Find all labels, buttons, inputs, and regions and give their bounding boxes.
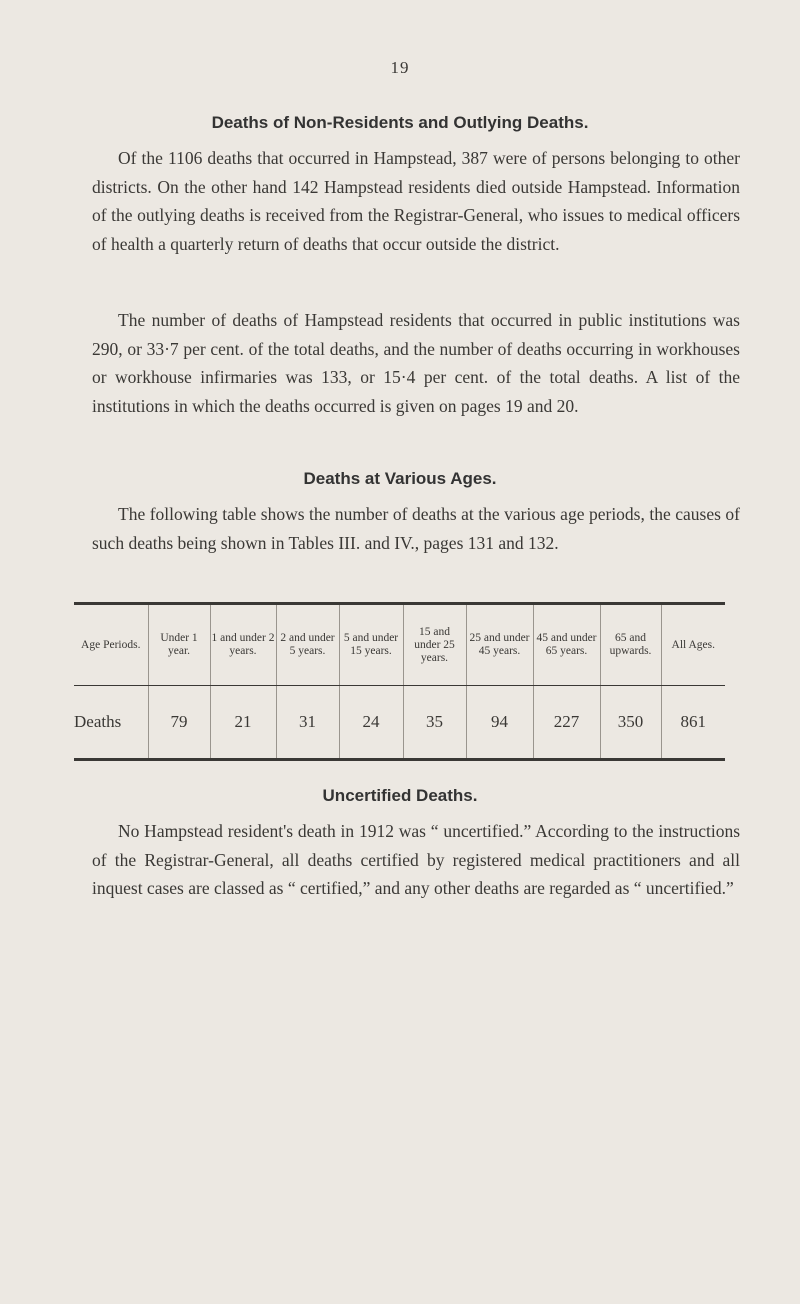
paragraph-public-institutions: The number of deaths of Hampstead residents that occurred in public institutions was 290, or 33·7 per cent. of the total deaths, and the number of deaths occurring in workhouses or workhouse infirmaries was 133, or 15·4 per cent. of the total deaths. A list of the institutions in which the deaths occurred is given on pages 19 and 20. xyxy=(92,310,740,416)
table-header-row xyxy=(74,604,725,686)
table-cell: 861 xyxy=(661,686,725,760)
column-header: 1 and under 2 years. xyxy=(210,604,276,686)
table-cell: 31 xyxy=(276,686,339,760)
section-heading-uncertified: Uncertified Deaths. xyxy=(322,786,478,805)
column-header: 15 and under 25 years. xyxy=(403,604,466,686)
table-cell: 350 xyxy=(600,686,661,760)
deaths-by-age-table xyxy=(74,602,725,761)
section-heading-non-residents: Deaths of Non-Residents and Outlying Deaths. xyxy=(211,113,589,132)
table-cell: 79 xyxy=(148,686,210,760)
column-header: 2 and under 5 years. xyxy=(276,604,339,686)
row-label: Deaths xyxy=(74,712,122,731)
table-cell: 21 xyxy=(210,686,276,760)
table-cell: 94 xyxy=(466,686,533,760)
paragraph-uncertified-deaths: No Hampstead resident's death in 1912 was “ uncertified.” According to the instructions of the Registrar-General, all deaths certified by registered medical practitioners and all inquest cases are classed as “ certified,” and any other deaths are regarded as “ uncertified.” xyxy=(92,821,740,898)
column-header: 45 and under 65 years. xyxy=(533,604,600,686)
section-heading-various-ages: Deaths at Various Ages. xyxy=(303,469,497,488)
column-header: 65 and upwards. xyxy=(600,604,661,686)
column-header: Under 1 year. xyxy=(148,604,210,686)
table-row xyxy=(74,686,725,760)
table-cell: 35 xyxy=(403,686,466,760)
paragraph-outlying-deaths: Of the 1106 deaths that occurred in Hampstead, 387 were of persons belonging to other districts. On the other hand 142 Hampstead residents died outside Hampstead. Information of the outlying deaths is received from the Registrar-General, who issues to medical officers of health a quarterly return of deaths that occur outside the district. xyxy=(92,148,740,254)
table-cell: 227 xyxy=(533,686,600,760)
paragraph-age-table-intro: The following table shows the number of deaths at the various age periods, the causes of such deaths being shown in Tables III. and IV., pages 131 and 132. xyxy=(92,504,740,553)
column-header: 25 and under 45 years. xyxy=(466,604,533,686)
page-number: 19 xyxy=(390,58,410,77)
column-header: 5 and under 15 years. xyxy=(339,604,403,686)
column-header: All Ages. xyxy=(661,604,725,686)
table-cell: 24 xyxy=(339,686,403,760)
column-header: Age Periods. xyxy=(74,604,148,686)
